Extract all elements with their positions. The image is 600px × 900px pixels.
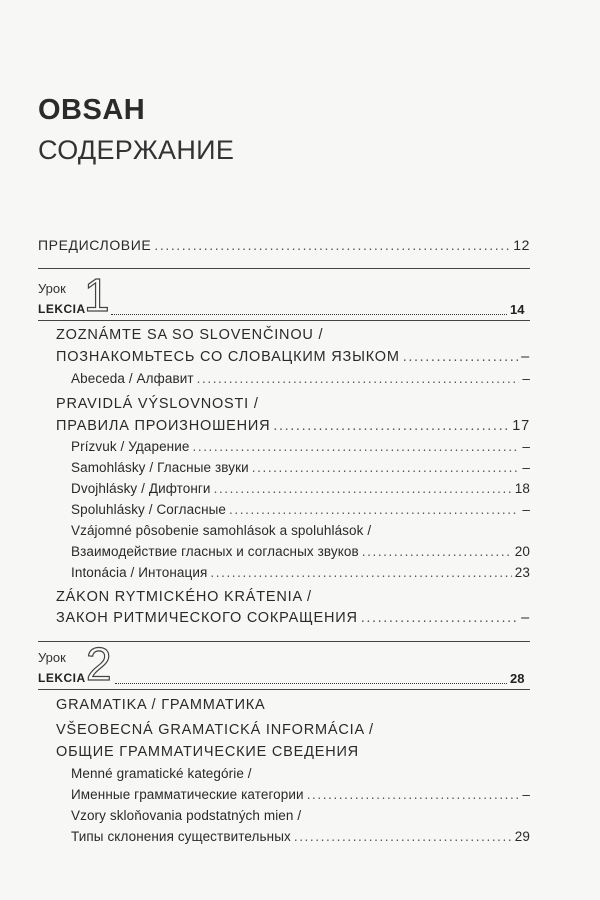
- toc-page-number: 29: [514, 829, 530, 844]
- toc-entry-label: Dvojhlásky / Дифтонги: [71, 481, 211, 496]
- dot-leader: [307, 787, 520, 802]
- lesson-2-lekcia-label: LEKCIA: [38, 671, 86, 685]
- section-gramatika[interactable]: GRAMATIKA / ГРАММАТИКА: [56, 697, 266, 713]
- toc-entry-label: Abeceda / Алфавит: [71, 371, 194, 386]
- lesson-2-leader: [115, 683, 507, 684]
- dot-leader: [193, 439, 520, 454]
- dot-leader: [154, 237, 510, 253]
- toc-entry-intonacia[interactable]: [71, 565, 530, 580]
- vzory-line1: Vzory skloňovania podstatných mien /: [71, 808, 302, 823]
- toc-entry-vzajomne[interactable]: [71, 544, 530, 559]
- dot-leader: [361, 610, 518, 626]
- dot-leader: [252, 460, 520, 475]
- toc-page-number: –: [522, 502, 530, 517]
- section-vseobecna-line1: VŠEOBECNÁ GRAMATICKÁ INFORMÁCIA /: [56, 722, 374, 738]
- divider: [38, 320, 530, 321]
- dot-leader: [294, 829, 512, 844]
- contents-title: OBSAH: [38, 94, 146, 126]
- toc-entry-label: ПРАВИЛА ПРОИЗНОШЕНИЯ: [56, 418, 271, 434]
- dot-leader: [210, 565, 511, 580]
- lesson-1-number: 1: [84, 269, 110, 321]
- toc-page-number: 20: [514, 544, 530, 559]
- toc-page-number: –: [521, 610, 530, 626]
- toc-page-number: –: [521, 349, 530, 365]
- lesson-1-leader: [111, 314, 507, 315]
- divider: [38, 689, 530, 690]
- contents-subtitle: СОДЕРЖАНИЕ: [38, 135, 235, 165]
- toc-entry-label: Intonácia / Интонация: [71, 565, 208, 580]
- toc-entry-dvojhlasky[interactable]: [71, 481, 530, 496]
- lesson-2-page: 28: [510, 671, 525, 686]
- lesson-2-number: 2: [86, 638, 112, 690]
- toc-entry-preface[interactable]: [38, 237, 530, 253]
- section-zakon-line1: ZÁKON RYTMICKÉHO KRÁTENIA /: [56, 589, 312, 605]
- toc-page-number: –: [522, 460, 530, 475]
- toc-page-number: 12: [513, 237, 530, 253]
- toc-entry-spoluhlasky[interactable]: [71, 502, 530, 517]
- dot-leader: [273, 418, 509, 434]
- dot-leader: [362, 544, 512, 559]
- section-vseobecna-line2[interactable]: ОБЩИЕ ГРАММАТИЧЕСКИЕ СВЕДЕНИЯ: [56, 744, 359, 760]
- lesson-1-page: 14: [510, 302, 525, 317]
- section-pravidla-line1: PRAVIDLÁ VÝSLOVNOSTI /: [56, 396, 259, 412]
- lesson-1-urok-label: Урок: [38, 281, 66, 296]
- divider: [38, 268, 530, 269]
- toc-entry-prizvuk[interactable]: [71, 439, 530, 454]
- vzajomne-line1: Vzájomné pôsobenie samohlások a spoluhlások /: [71, 523, 372, 538]
- toc-entry-label: ПОЗНАКОМЬТЕСЬ СО СЛОВАЦКИМ ЯЗЫКОМ: [56, 349, 400, 365]
- lesson-1-lekcia-label: LEKCIA: [38, 302, 86, 316]
- toc-page-number: –: [522, 439, 530, 454]
- lesson-2-urok-label: Урок: [38, 650, 66, 665]
- toc-entry-label: ЗАКОН РИТМИЧЕСКОГО СОКРАЩЕНИЯ: [56, 610, 358, 626]
- toc-entry-vzory[interactable]: [71, 829, 530, 844]
- toc-entry-zoznamte[interactable]: [56, 349, 530, 365]
- toc-page-number: 23: [514, 565, 530, 580]
- toc-page-number: 17: [512, 418, 530, 434]
- toc-entry-label: Именные грамматические категории: [71, 787, 304, 802]
- toc-entry-label: ПРЕДИСЛОВИЕ: [38, 237, 152, 253]
- toc-entry-label: Spoluhlásky / Согласные: [71, 502, 227, 517]
- toc-entry-label: Взаимодействие гласных и согласных звуков: [71, 544, 359, 559]
- dot-leader: [229, 502, 519, 517]
- toc-entry-label: Типы склонения существительных: [71, 829, 291, 844]
- dot-leader: [403, 349, 518, 365]
- toc-entry-menne[interactable]: [71, 787, 530, 802]
- toc-entry-label: Prízvuk / Ударение: [71, 439, 190, 454]
- toc-entry-abeceda[interactable]: [71, 371, 530, 386]
- section-zoznamte-line1: ZOZNÁMTE SA SO SLOVENČINOU /: [56, 327, 324, 343]
- toc-page-number: –: [522, 371, 530, 386]
- toc-page-number: –: [522, 787, 530, 802]
- toc-entry-zakon[interactable]: [56, 610, 530, 626]
- toc-page-number: 18: [514, 481, 530, 496]
- toc-entry-samohlasky[interactable]: [71, 460, 530, 475]
- dot-leader: [197, 371, 520, 386]
- menne-line1: Menné gramatické kategórie /: [71, 766, 252, 781]
- toc-entry-label: Samohlásky / Гласные звуки: [71, 460, 249, 475]
- toc-entry-pravidla[interactable]: [56, 418, 530, 434]
- divider: [38, 641, 530, 642]
- dot-leader: [214, 481, 512, 496]
